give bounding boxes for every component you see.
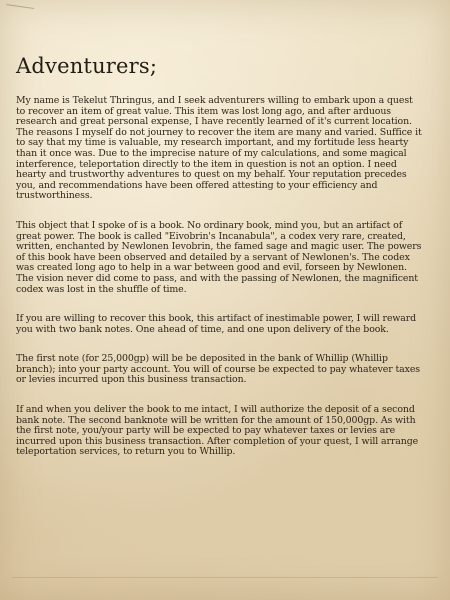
page-bottom-edge [12, 577, 438, 578]
letter-paragraph-intro: My name is Tekelut Thringus, and I seek adventurers willing to embark upon a quest to recover an item of great value. This item was lost long ago, and after arduous research and great personal expense, I have recently learned of it's current location. The reasons I myself do not journey to recover the item are many and varied. Suffice it to say that my time is valuable, my research important, and my fortitude less hearty than it once was. Due to the imprecise nature of my calculations, and some magical interference, teleportation directly to the item in question is not an option. I need hearty and trustworthy adventures to quest on my behalf. Your reputation precedes you, and recommendations have been offered attesting to your efficiency and trustworthiness. [16, 95, 422, 202]
letter-paragraph-first-note: The first note (for 25,000gp) will be be deposited in the bank of Whillip (Whillip branch); into your party account. You will of course be expected to pay whatever taxes or levies incurred upon this business transaction. [16, 353, 420, 386]
letter-paragraph-book: This object that I spoke of is a book. No ordinary book, mind you, but an artifact of great power. The book is called "Eivobrin's Incanabula", a codex very rare, created, written, enchanted by Newlonen Ievobrin, the famed sage and magic user. The powers of this book have been observed and detailed by a servant of Newlonen's. The codex was created long ago to help in a war between good and evil, forseen by Newlonen. The vision never did come to pass, and with the passing of Newlonen, the magnificent codex was lost in the shuffle of time. [16, 219, 422, 295]
letter-paragraph-second-note: If and when you deliver the book to me intact, I will authorize the deposit of a second bank note. The second banknote will be written for the amount of 150,000gp. As with the first note, you/your party will be expected to pay whatever taxes or levies are incurred upon this business transaction. After completion of your quest, I will arrange teleportation services, to return you to Whillip. [16, 404, 419, 458]
fold-mark [6, 4, 34, 13]
letter-title: Adventurers; [16, 54, 158, 78]
letter-paragraph-reward: If you are willing to recover this book, this artifact of inestimable power, I will reward you with two bank notes. One ahead of time, and one upon delivery of the book. [16, 313, 417, 335]
